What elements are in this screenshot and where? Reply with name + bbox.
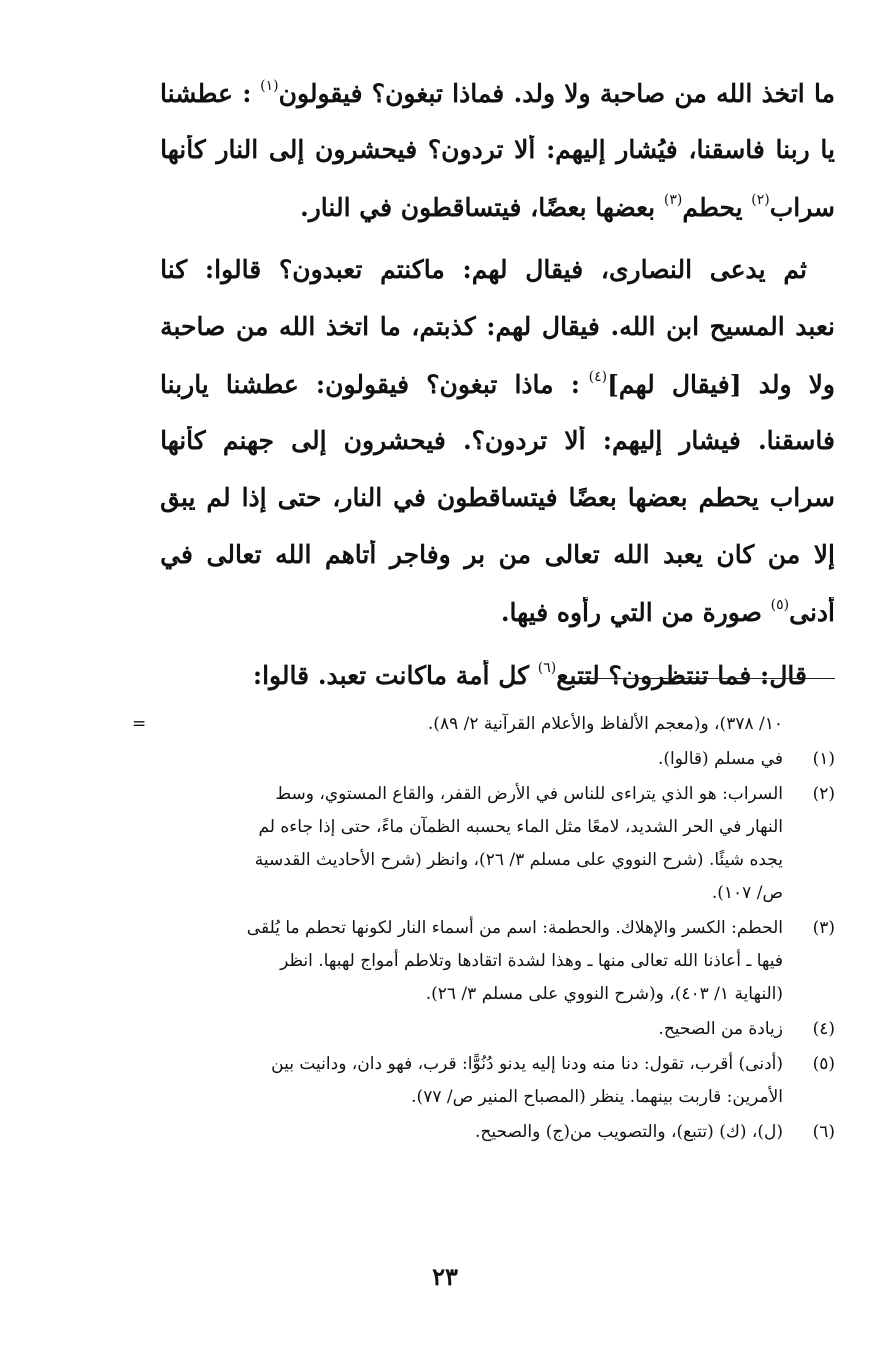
word xyxy=(275,540,311,569)
word-text: إلى xyxy=(268,135,305,164)
word xyxy=(160,79,233,108)
word-text: فيتساقطون xyxy=(400,193,522,222)
word-text: بعضًا، xyxy=(530,193,587,222)
word xyxy=(160,135,206,164)
word xyxy=(401,193,522,222)
word xyxy=(223,426,274,455)
word xyxy=(611,312,656,341)
word xyxy=(456,661,490,690)
word-text: فيحشرون xyxy=(315,135,418,164)
word xyxy=(278,483,322,512)
word-text: تردون؟. xyxy=(462,426,548,455)
word-text: الله xyxy=(279,312,316,341)
word xyxy=(716,79,752,108)
word-text: ما xyxy=(813,79,835,108)
word-text: تبغون؟ xyxy=(371,79,443,108)
word-text: إلا xyxy=(813,540,835,569)
text-line xyxy=(160,597,835,654)
footnote-body xyxy=(160,912,783,1011)
word-text: ماكنتم xyxy=(380,255,445,284)
word xyxy=(699,483,759,512)
word-text: فيتساقطون xyxy=(436,483,558,512)
word-text: تعبدون؟ xyxy=(278,255,363,284)
footnote-reference: (١) xyxy=(260,78,279,94)
word xyxy=(375,661,447,690)
word-text: فيها. xyxy=(500,598,549,627)
word-text: النار. xyxy=(300,193,351,222)
word xyxy=(703,598,762,627)
word xyxy=(372,79,443,108)
word xyxy=(514,135,535,164)
word xyxy=(514,79,556,108)
word xyxy=(315,135,417,164)
word-text: ربنا xyxy=(775,135,810,164)
footnote-marker: (٢) xyxy=(812,784,835,804)
word-text: لهم: xyxy=(486,312,532,341)
word-text: كأنها xyxy=(160,135,206,164)
word xyxy=(628,483,688,512)
word xyxy=(809,370,835,399)
text-line xyxy=(160,540,835,597)
word xyxy=(672,370,742,399)
word-text: ماكانت xyxy=(374,661,447,690)
text-line xyxy=(160,135,835,192)
word xyxy=(814,540,835,569)
word-text: يدعى xyxy=(709,255,766,284)
word xyxy=(716,540,754,569)
word xyxy=(316,370,409,399)
word xyxy=(498,661,529,690)
footnote-item xyxy=(160,912,835,1011)
footnote-text: زيادة من الصحيح. xyxy=(658,1019,783,1039)
word xyxy=(613,540,649,569)
footnote-item xyxy=(160,1048,835,1114)
word-text: جهنم xyxy=(222,426,274,455)
word xyxy=(160,370,209,399)
word-text: سراب xyxy=(769,193,835,222)
word-text: من xyxy=(661,598,694,627)
word: : xyxy=(242,79,261,108)
word-text: يبق xyxy=(160,483,196,512)
word xyxy=(279,312,315,341)
word xyxy=(291,426,326,455)
word xyxy=(332,483,382,512)
word-text: النصارى، xyxy=(600,255,693,284)
word xyxy=(501,598,548,627)
word xyxy=(426,370,497,399)
word-text: ولد xyxy=(758,370,792,399)
word xyxy=(545,540,600,569)
footnote-item xyxy=(160,708,835,741)
word-text: قال: xyxy=(760,661,807,690)
footnote-line xyxy=(160,811,783,844)
word-text: يحطم xyxy=(682,193,743,222)
text-line xyxy=(160,255,835,312)
footnote-line xyxy=(160,1116,783,1149)
footnote-line xyxy=(160,1013,783,1046)
word xyxy=(344,426,446,455)
word-text: فماذا xyxy=(452,79,505,108)
word xyxy=(751,192,835,222)
word-text: النار xyxy=(216,135,259,164)
main-text xyxy=(160,78,835,717)
word xyxy=(679,426,741,455)
word xyxy=(393,483,426,512)
word xyxy=(525,255,583,284)
word-text: لتتبع xyxy=(556,661,600,690)
footnote-body xyxy=(160,778,783,910)
word-text: ولا xyxy=(564,79,591,108)
word-text: لهم] xyxy=(607,370,655,399)
word xyxy=(762,79,805,108)
footnote-item xyxy=(160,1013,835,1046)
footnote-text: في مسلم (قالوا). xyxy=(658,749,783,769)
word xyxy=(688,135,764,164)
word xyxy=(253,661,309,690)
word xyxy=(820,135,835,164)
footnote-line xyxy=(160,912,783,945)
word-text: رأوه xyxy=(556,598,602,627)
footnote-marker: (١) xyxy=(812,749,835,769)
footnote-line xyxy=(160,978,783,1011)
word-text: فيقال xyxy=(541,312,600,341)
word xyxy=(452,79,504,108)
word xyxy=(269,135,304,164)
word xyxy=(759,370,792,399)
word xyxy=(783,255,807,284)
word-text: ابن xyxy=(666,312,700,341)
word xyxy=(499,540,531,569)
page-number: ٢٣ xyxy=(432,1262,458,1291)
word xyxy=(359,193,392,222)
word-text: فيقولون xyxy=(278,79,363,108)
word xyxy=(205,255,261,284)
word-text: كل xyxy=(498,661,530,690)
word-text: وفاجر xyxy=(389,540,451,569)
footnote-line xyxy=(160,708,783,741)
word-text: إليهم: xyxy=(546,135,606,164)
text-line xyxy=(160,192,835,249)
word-text: قالوا: xyxy=(204,255,262,284)
word-text: عطشنا xyxy=(225,370,299,399)
word xyxy=(758,426,835,455)
footnote-body xyxy=(160,708,783,741)
word xyxy=(564,426,585,455)
word xyxy=(663,540,703,569)
footnote-text: السراب: هو الذي يتراءى للناس في الأرض القفر، والقاع المستوي، وسط xyxy=(275,784,783,804)
word-text: فاسقنا، xyxy=(688,135,765,164)
word xyxy=(160,312,225,341)
text-line xyxy=(160,312,835,369)
word xyxy=(595,193,655,222)
footnote-marker: (٣) xyxy=(812,918,835,938)
word-text: في xyxy=(160,540,193,569)
footnote-line xyxy=(160,743,783,776)
word-text: صاحبة xyxy=(160,312,226,341)
footnote-text: فيها ـ أعاذنا الله تعالى منها ـ وهذا لشدة اتقادها وتلاطم أمواج لهبها. انظر xyxy=(280,951,783,971)
word-text: كذبتم، xyxy=(411,312,476,341)
footnote-marker: (٥) xyxy=(812,1054,835,1074)
word xyxy=(326,312,369,341)
text-line xyxy=(160,369,835,426)
word xyxy=(160,255,187,284)
footnote-item xyxy=(160,1116,835,1149)
footnote-body xyxy=(160,1048,783,1114)
word xyxy=(770,483,835,512)
footnote-text: يجده شيئًا. (شرح النووي على مسلم ٣/ ٢٦)، وانظر (شرح الأحاديث القدسية xyxy=(254,850,783,870)
footnote-separator xyxy=(580,678,835,679)
word-text: يحطم xyxy=(698,483,759,512)
word-text: ياربنا xyxy=(160,370,209,399)
word xyxy=(380,255,445,284)
footnote-continuation-marker: = xyxy=(132,714,147,734)
word xyxy=(661,598,693,627)
word-text: أمة xyxy=(455,661,490,690)
word-text: بعضًا xyxy=(568,483,617,512)
word-text: أدنى xyxy=(789,598,835,627)
word-text: فيقولون: xyxy=(315,370,410,399)
word xyxy=(795,312,835,341)
word xyxy=(380,312,401,341)
footnote-text: الحطم: الكسر والإهلاك. والحطمة: اسم من أسماء النار لكونها تحطم ما يُلقى xyxy=(246,918,783,938)
footnote-item xyxy=(160,778,835,910)
footnote-text: (النهاية ١/ ٤٠٣)، و(شرح النووي على مسلم ٣/ ٢٦). xyxy=(425,984,783,1004)
word-text: المسيح xyxy=(709,312,785,341)
word: : xyxy=(570,370,589,399)
word-text: بعضها xyxy=(595,193,656,222)
word xyxy=(428,135,504,164)
word xyxy=(300,193,351,222)
word-text: إليهم: xyxy=(602,426,663,455)
footnote-text: ص/ ١٠٧). xyxy=(711,883,783,903)
word xyxy=(464,540,485,569)
word xyxy=(411,312,475,341)
footnote-line xyxy=(160,945,783,978)
word xyxy=(242,483,267,512)
word xyxy=(514,370,553,399)
word-text: فيقال xyxy=(525,255,584,284)
word xyxy=(609,661,709,690)
word-text: اتخذ xyxy=(325,312,370,341)
word xyxy=(776,135,810,164)
word xyxy=(279,255,362,284)
word xyxy=(530,193,586,222)
word xyxy=(325,540,376,569)
footnote-line xyxy=(160,778,783,811)
footnotes xyxy=(160,708,835,1151)
word-text: ألا xyxy=(514,135,536,164)
word xyxy=(603,426,663,455)
word-text: ولد. xyxy=(513,79,556,108)
word xyxy=(206,540,261,569)
word-text: كأنها xyxy=(160,426,206,455)
footnote-reference: (٤) xyxy=(588,369,608,385)
word-text: الله xyxy=(716,79,753,108)
footnote-line xyxy=(160,844,783,877)
footnote-reference: (٥) xyxy=(770,597,790,613)
word-text: فما xyxy=(717,661,752,690)
word-text: لهم: xyxy=(462,255,508,284)
word-text: تنتظرون؟ xyxy=(608,661,709,690)
footnote-marker: (٤) xyxy=(812,1019,835,1039)
word xyxy=(814,79,835,108)
word xyxy=(771,597,835,627)
text-line xyxy=(160,426,835,483)
word-text: من xyxy=(235,312,269,341)
word xyxy=(160,540,193,569)
word xyxy=(760,661,807,690)
footnote-text: (ل)، (ك) (تتبع)، والتصويب من(ج) والصحيح. xyxy=(474,1122,783,1142)
word xyxy=(564,79,590,108)
word-text: ثم xyxy=(783,255,807,284)
word xyxy=(600,79,665,108)
word xyxy=(610,598,653,627)
word-text: كنا xyxy=(160,255,188,284)
word xyxy=(569,483,617,512)
word-text: [فيقال xyxy=(671,370,742,399)
footnote-line xyxy=(160,1081,783,1114)
word-text: الله xyxy=(275,540,312,569)
word xyxy=(206,483,230,512)
word-text: أتاهم xyxy=(324,540,377,569)
text-line xyxy=(160,483,835,540)
word-text: تعالى xyxy=(544,540,600,569)
footnote-reference: (٦) xyxy=(537,660,557,676)
footnote-text: (أدنى) أقرب، تقول: دنا منه ودنا إليه يدنو دُنُوًّا: قرب، فهو دان، ودانيت بين xyxy=(271,1054,783,1074)
footnote-line xyxy=(160,877,783,910)
word-text: الله xyxy=(613,540,650,569)
footnote-item xyxy=(160,743,835,776)
word-text: يا xyxy=(820,135,835,164)
footnote-text: ١٠/ ٣٧٨)، و(معجم الألفاظ والأعلام القرآنية ٢/ ٨٩). xyxy=(427,714,783,734)
word-text: من xyxy=(767,540,801,569)
word-text: حتى xyxy=(277,483,322,512)
word xyxy=(710,255,766,284)
word xyxy=(437,483,558,512)
word xyxy=(546,135,606,164)
word-text: في xyxy=(359,193,393,222)
word-text: صورة xyxy=(702,598,762,627)
word xyxy=(318,661,366,690)
word xyxy=(717,661,751,690)
word xyxy=(557,598,601,627)
word xyxy=(242,78,362,108)
word-text: إلى xyxy=(291,426,327,455)
word-text: قالوا: xyxy=(252,661,310,690)
word-text: التي xyxy=(609,598,653,627)
footnote-text: الأمرين: قاربت بينهما. ينظر (المصباح المنير ص/ ٧٧). xyxy=(411,1087,783,1107)
word-text: في xyxy=(393,483,426,512)
word-text: تبغون؟ xyxy=(426,370,498,399)
word-text: صاحبة xyxy=(599,79,666,108)
text-line xyxy=(160,78,835,135)
word xyxy=(462,255,507,284)
word-text: النار، xyxy=(332,483,383,512)
footnote-body xyxy=(160,1013,783,1046)
word xyxy=(486,312,531,341)
word xyxy=(216,135,258,164)
word-text: تعالى xyxy=(206,540,262,569)
word-text: بعضها xyxy=(627,483,688,512)
word xyxy=(674,79,706,108)
word-text: فاسقنا. xyxy=(757,426,835,455)
word xyxy=(768,540,800,569)
word-text: ماذا xyxy=(514,370,554,399)
word-text: ما xyxy=(379,312,401,341)
footnote-body xyxy=(160,1116,783,1149)
word xyxy=(542,312,600,341)
footnote-reference: (٢) xyxy=(751,192,770,208)
word-text: فيحشرون xyxy=(343,426,446,455)
word-text: عطشنا xyxy=(160,79,233,108)
word xyxy=(601,255,692,284)
word xyxy=(160,426,206,455)
footnote-marker: (٦) xyxy=(812,1122,835,1142)
word-text: فيُشار xyxy=(616,135,678,164)
word xyxy=(664,192,743,222)
word-text: كان xyxy=(716,540,755,569)
footnote-text: النهار في الحر الشديد، لامعًا مثل الماء يحسبه الظمآن ماءً، حتى إذا جاءه لم xyxy=(258,817,783,837)
word-text: بر xyxy=(464,540,486,569)
word xyxy=(226,370,299,399)
footnote-reference: (٣) xyxy=(663,192,683,208)
word xyxy=(666,312,699,341)
word xyxy=(160,483,195,512)
word-text: فيشار xyxy=(679,426,741,455)
word xyxy=(236,312,268,341)
word xyxy=(710,312,785,341)
footnote-line xyxy=(160,1048,783,1081)
word-text: اتخذ xyxy=(761,79,805,108)
word xyxy=(463,426,547,455)
word-text: إذا xyxy=(241,483,267,512)
word-text: الله. xyxy=(610,312,656,341)
word xyxy=(616,135,678,164)
word-text: ألا xyxy=(564,426,586,455)
word-text: من xyxy=(674,79,707,108)
word-text: يعبد xyxy=(663,540,703,569)
word-text: نعبد xyxy=(795,312,835,341)
word-text: من xyxy=(498,540,532,569)
word-text: تردون؟ xyxy=(427,135,504,164)
word xyxy=(538,660,600,690)
word-text: تعبد. xyxy=(317,661,367,690)
word-text: لم xyxy=(206,483,231,512)
word-text: سراب xyxy=(769,483,835,512)
footnote-body xyxy=(160,743,783,776)
word-text: ولا xyxy=(808,370,835,399)
word xyxy=(390,540,451,569)
word xyxy=(571,369,655,399)
